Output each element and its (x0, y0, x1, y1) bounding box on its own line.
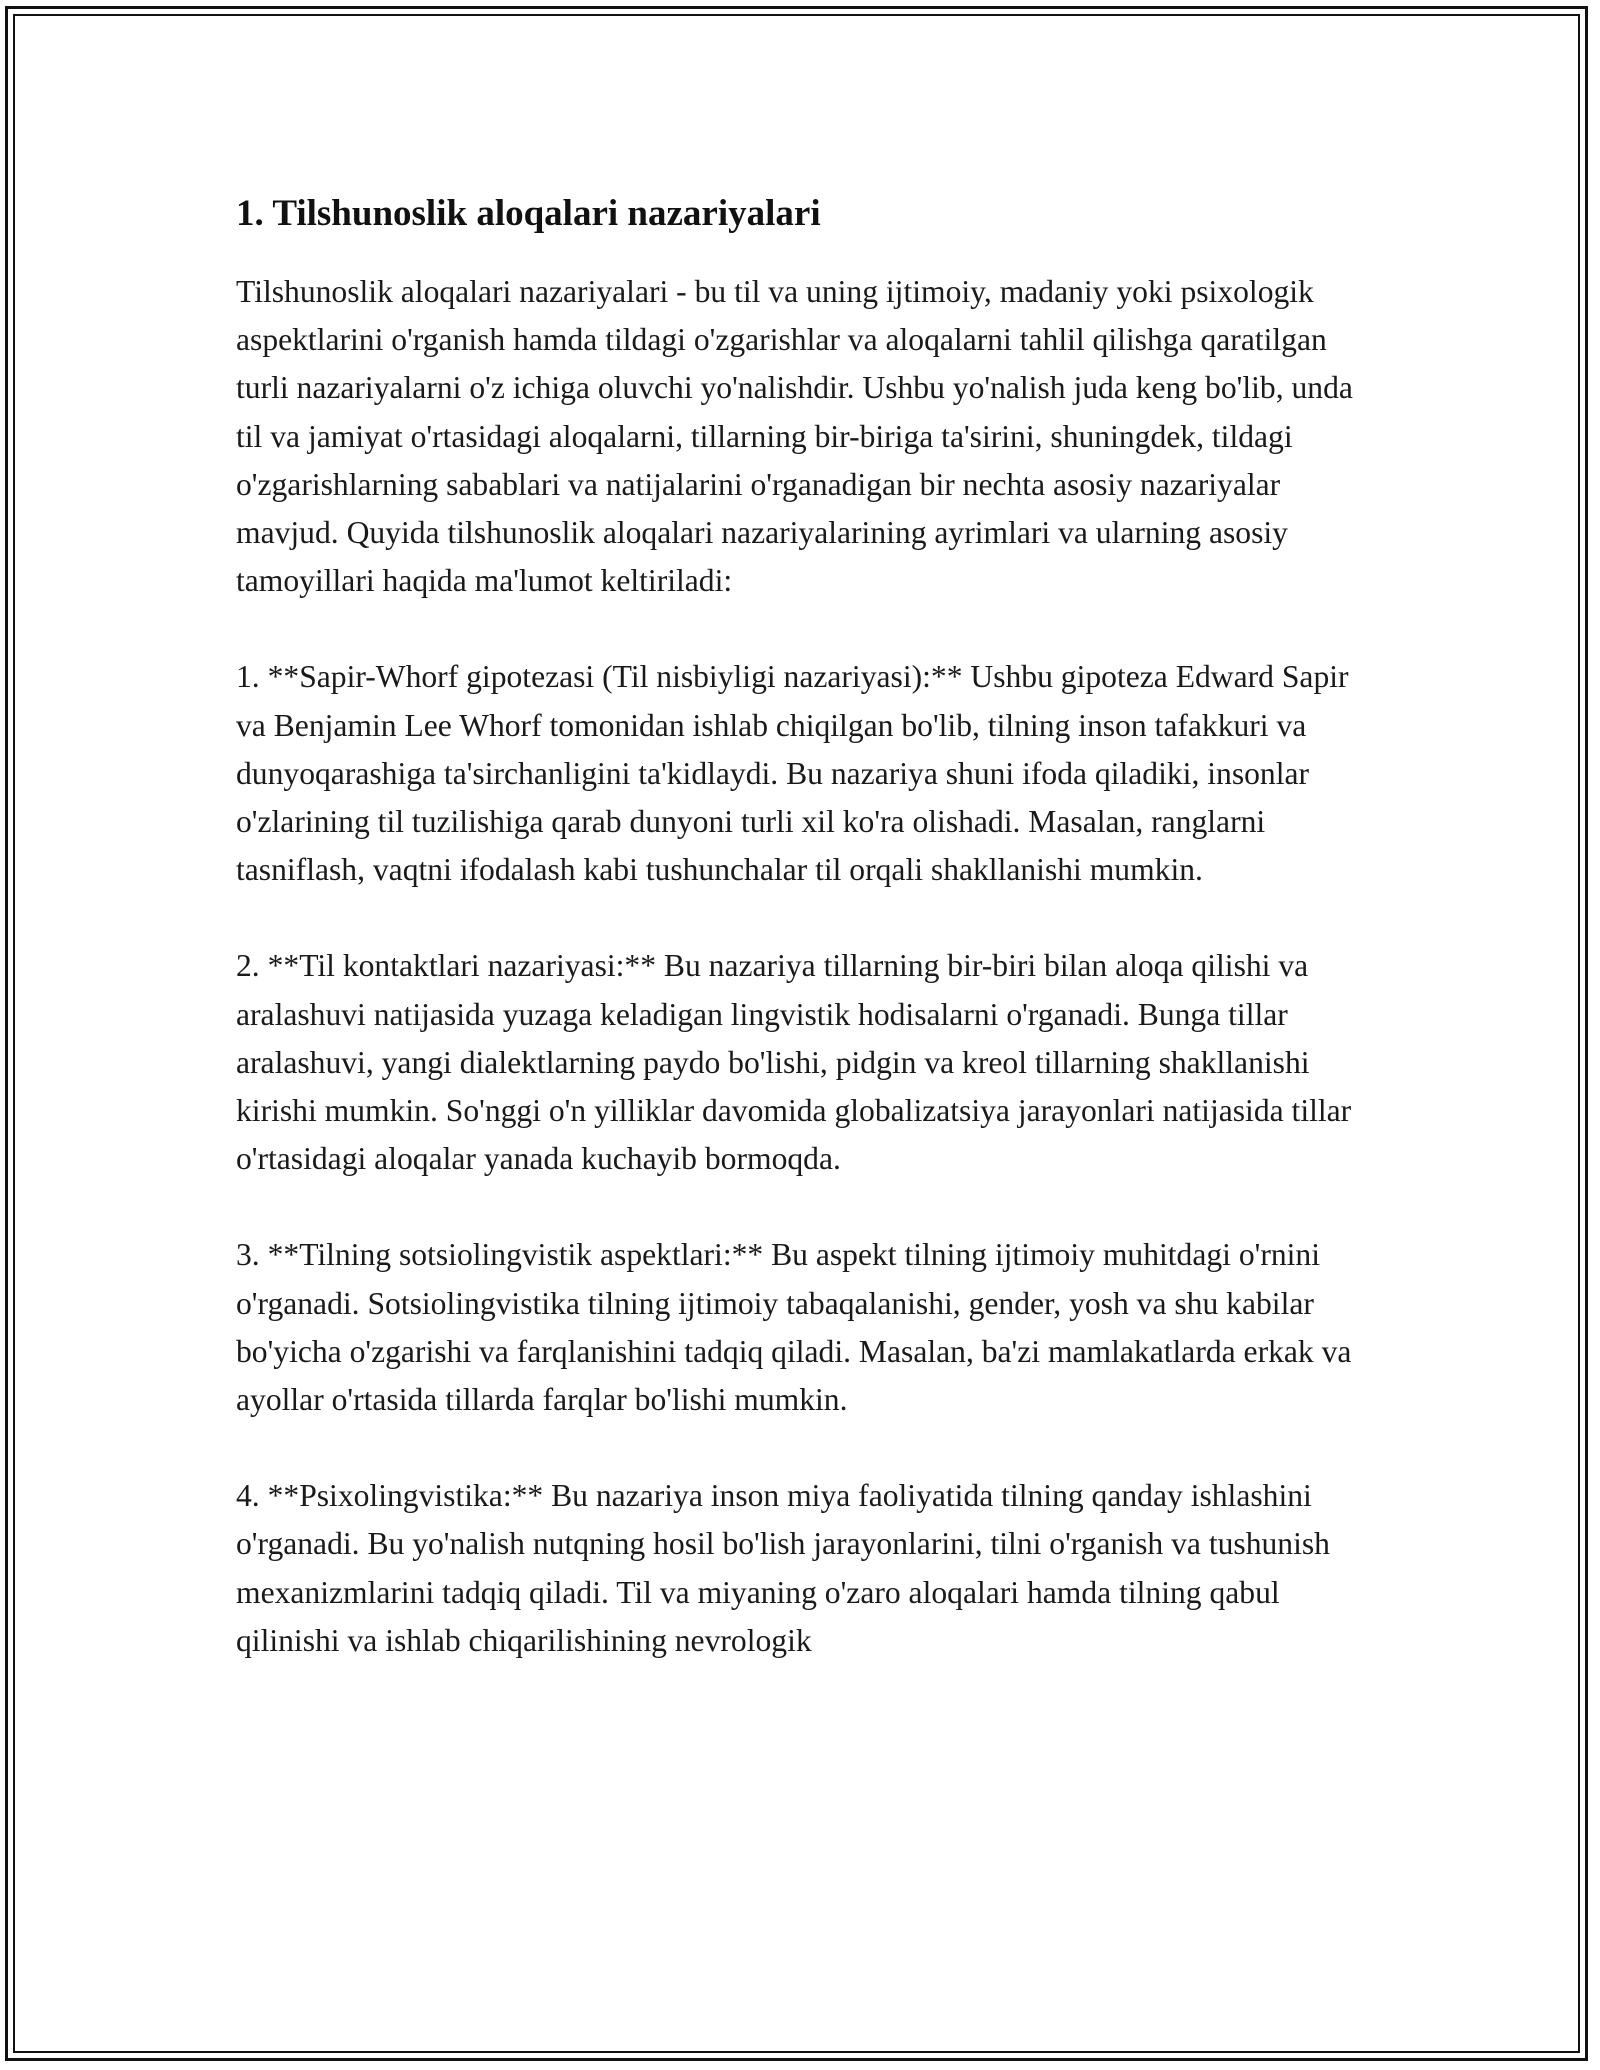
intro-paragraph: Tilshunoslik aloqalari nazariyalari - bu til va uning ijtimoiy, madaniy yoki psixologik aspektlarini o'rganish hamda tildagi o'zgarishlar va aloqalarni tahlil qilishga qaratilgan turli nazariyalarni o'z ichiga oluvchi yo'nalishdir. Ushbu yo'nalish juda keng bo'lib, unda til va jamiyat o'rtasidagi aloqalarni, tillarning bir-biriga ta'sirini, shuningdek, tildagi o'zgarishlarning sabablari va natijalarini o'rganadigan bir nechta asosiy nazariyalar mavjud. Quyida tilshunoslik aloqalari nazariyalarining ayrimlari va ularning asosiy tamoyillari haqida ma'lumot keltiriladi: (236, 274, 1353, 599)
paragraph-psycholinguistics: 4. **Psixolingvistika:** Bu nazariya inson miya faoliyatida tilning qanday ishlashini o'rganadi. Bu yo'nalish nutqning hosil bo'lish jarayonlarini, tilni o'rganish va tushunish mexanizmlarini tadqiq qiladi. Til va miyaning o'zaro aloqalari hamda tilning qabul qilinishi va ishlab chiqarilishining nevrologik (236, 1478, 1330, 1658)
paragraph-sociolinguistics: 3. **Tilning sotsiolingvistik aspektlari:** Bu aspekt tilning ijtimoiy muhitdagi o'rnini o'rganadi. Sotsiolingvistika tilning ijtimoiy tabaqalanishi, gender, yosh va shu kabilar bo'yicha o'zgarishi va farqlanishini tadqiq qiladi. Masalan, ba'zi mamlakatlarda erkak va ayollar o'rtasida tillarda farqlar bo'lishi mumkin. (236, 1237, 1352, 1418)
section-heading: 1. Tilshunoslik aloqalari nazariyalari (236, 193, 821, 234)
document-body (236, 186, 1376, 1713)
paragraph-language-contact: 2. **Til kontaktlari nazariyasi:** Bu nazariya tillarning bir-biri bilan aloqa qilishi va aralashuvi natijasida yuzaga keladigan lingvistik hodisalarni o'rganadi. Bunga tillar aralashuvi, yangi dialektlarning paydo bo'lishi, pidgin va kreol tillarning shakllanishi kirishi mumkin. So'nggi o'n yilliklar davomida globalizatsiya jarayonlari natijasida tillar o'rtasidagi aloqalar yanada kuchayib bormoqda. (236, 948, 1352, 1177)
paragraph-sapir-whorf: 1. **Sapir-Whorf gipotezasi (Til nisbiyligi nazariyasi):** Ushbu gipoteza Edward Sapir va Benjamin Lee Whorf tomonidan ishlab chiqilgan bo'lib, tilning inson tafakkuri va dunyoqarashiga ta'sirchanligini ta'kidlaydi. Bu nazariya shuni ifoda qiladiki, insonlar o'zlarining til tuzilishiga qarab dunyoni turli xil ko'ra olishadi. Masalan, ranglarni tasniflash, vaqtni ifodalash kabi tushunchalar til orqali shakllanishi mumkin. (236, 659, 1349, 888)
